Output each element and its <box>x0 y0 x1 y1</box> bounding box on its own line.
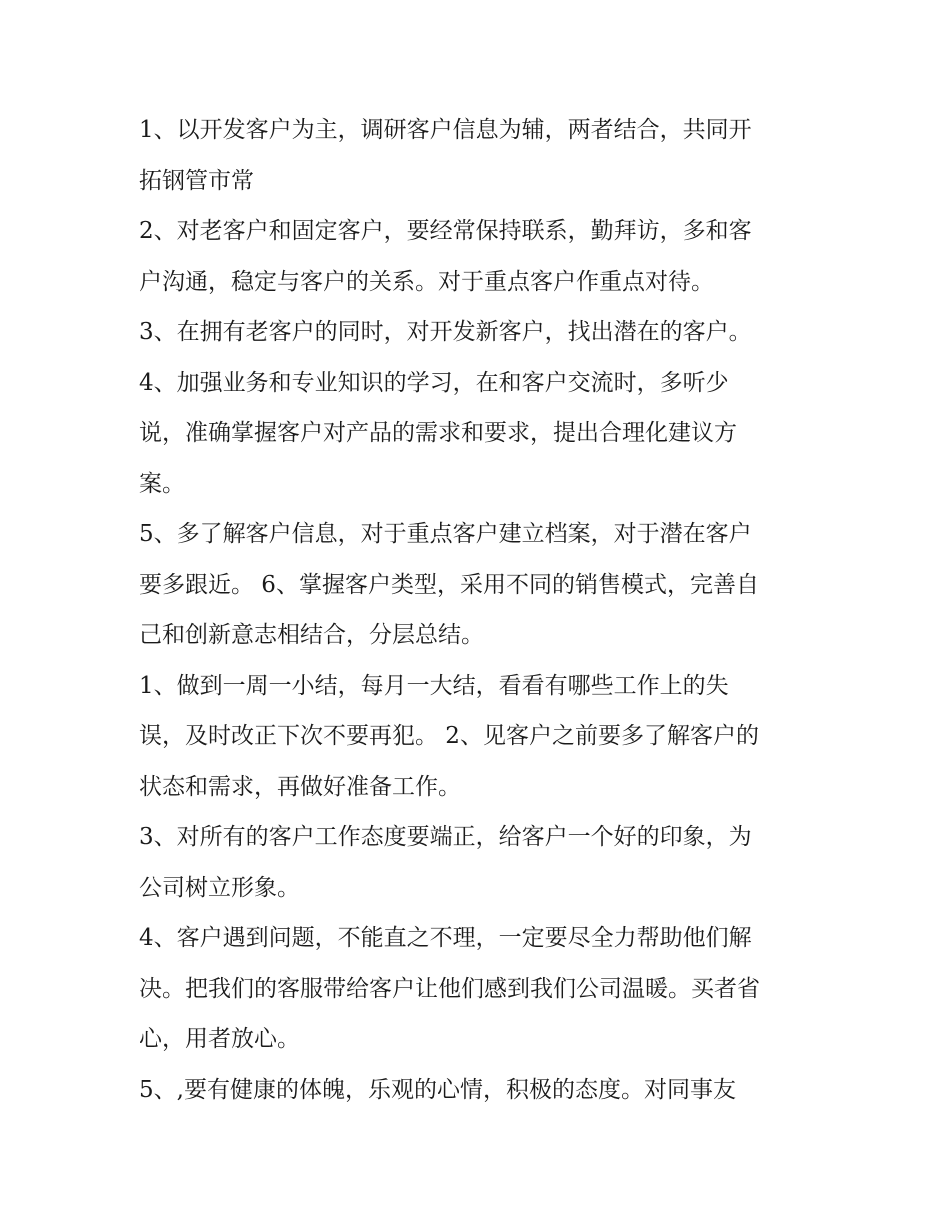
text-line: 2、对老客户和固定客户，要经常保持联系，勤拜访，多和客 <box>139 218 752 244</box>
text-line: 5、多了解客户信息，对于重点客户建立档案，对于潜在客户 <box>139 521 752 547</box>
text-line: 1、做到一周一小结，每月一大结，看看有哪些工作上的失 <box>139 672 729 699</box>
text-line: 公司树立形象。 <box>139 874 300 901</box>
text-line: 4、客户遇到问题，不能直之不理，一定要尽全力帮助他们解 <box>139 925 752 951</box>
text-line: 4、加强业务和专业知识的学习，在和客户交流时，多听少 <box>139 369 729 396</box>
text-line: 3、对所有的客户工作态度要端正，给客户一个好的印象，为 <box>139 824 752 850</box>
text-line: 说，准确掌握客户对产品的需求和要求，提出合理化建议方 <box>139 420 737 446</box>
text-line: 己和创新意志相结合，分层总结。 <box>139 622 484 648</box>
text-line: 误，及时改正下次不要再犯。 2、见客户之前要多了解客户的 <box>139 723 759 749</box>
text-line: 3、在拥有老客户的同时，对开发新客户，找出潜在的客户。 <box>139 319 752 345</box>
text-line: 户沟通，稳定与客户的关系。对于重点客户作重点对待。 <box>139 268 714 295</box>
text-line: 拓钢管市常 <box>139 167 254 194</box>
text-line: 要多跟近。 6、掌握客户类型，采用不同的销售模式，完善自 <box>139 571 759 598</box>
text-line: 状态和需求，再做好准备工作。 <box>139 773 461 800</box>
text-line: 案。 <box>139 470 185 497</box>
text-line: 决。把我们的客服带给客户让他们感到我们公司温暖。买者省 <box>139 975 760 1002</box>
text-line: 5、,要有健康的体魄，乐观的心情，积极的态度。对同事友 <box>139 1076 736 1103</box>
text-line: 1、以开发客户为主，调研客户信息为辅，两者结合，共同开 <box>139 117 752 143</box>
document-body <box>139 105 819 1115</box>
text-line: 心，用者放心。 <box>139 1026 300 1052</box>
